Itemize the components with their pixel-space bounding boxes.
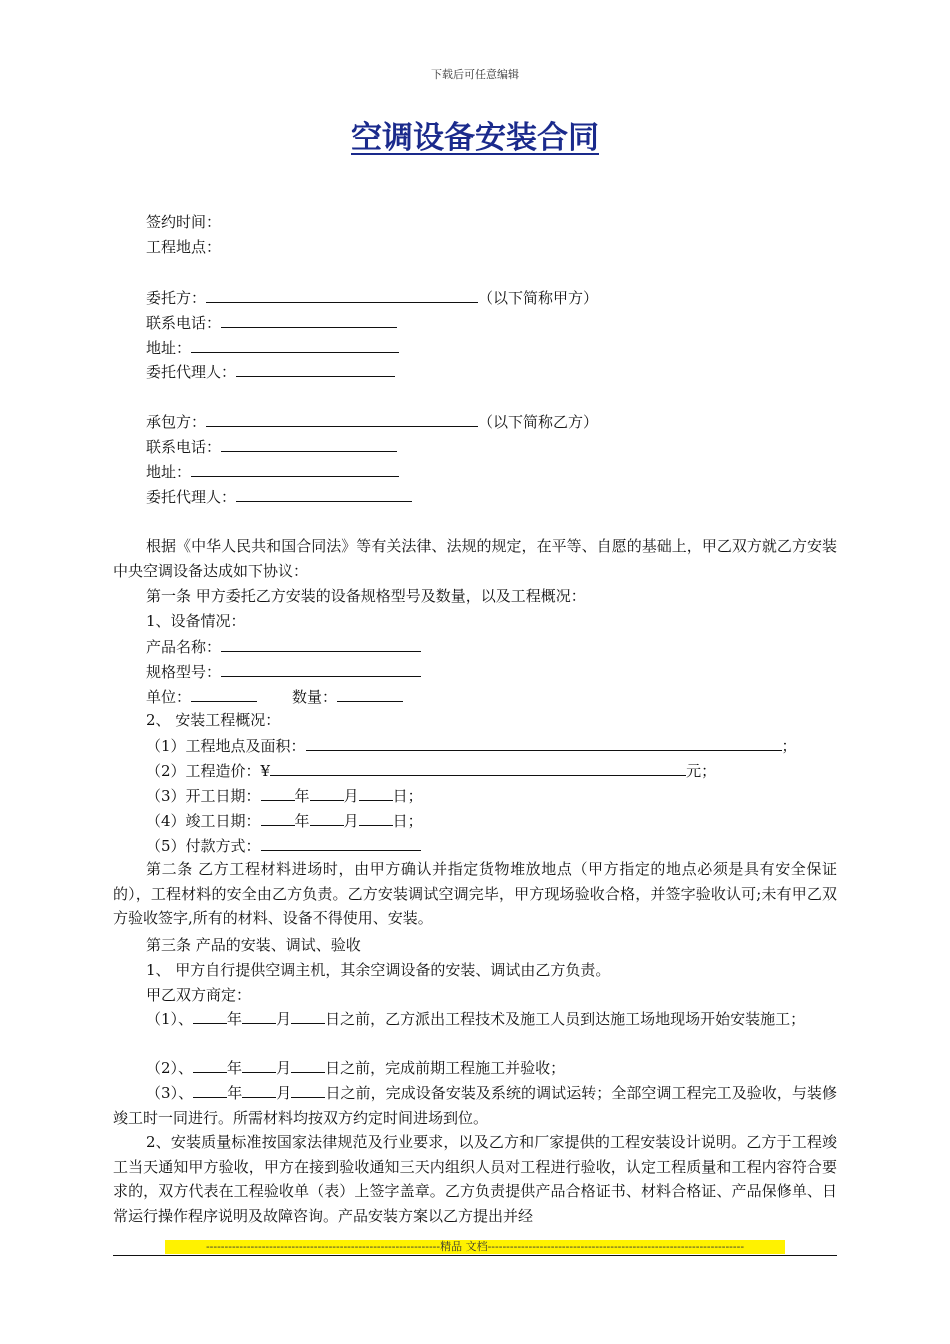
party-b-label: 承包方： [146, 413, 207, 431]
party-a-blank[interactable] [206, 287, 478, 303]
schedule-1-suffix: 日之前，乙方派出工程技术及施工人员到达施工场地现场开始安装施工； [325, 1010, 806, 1028]
start-year-label: 年 [294, 787, 310, 805]
s2-month-blank[interactable] [242, 1057, 276, 1073]
start-date-label: （3）开工日期： [146, 787, 261, 805]
footer-divider [113, 1255, 837, 1256]
footer-band: ---------------------------------------------------------------精品 文档--------------------------------------------------------------------- [165, 1240, 785, 1254]
article-3-item-2: 2、安装质量标准按国家法律规范及行业要求，以及乙方和厂家提供的工程安装设计说明。乙方于工程竣工当天通知甲方验收，甲方在接到验收通知三天内组织人员对工程进行验收，认定工程质量和工程内容符合要求的，双方代表在工程验收单（表）上签字盖章。乙方负责提供产品合格证书、材料合格证、产品保修单、日常运行操作程序说明及故障咨询。产品安装方案以乙方提出并经 [113, 1133, 837, 1225]
schedule-2-paragraph [113, 1056, 837, 1081]
start-day-label: 日； [392, 787, 423, 805]
document-title [0, 112, 950, 157]
s1-year-blank[interactable] [193, 1008, 227, 1024]
party-a-agent-blank[interactable] [236, 361, 395, 377]
site-area-row [146, 735, 797, 756]
start-day-blank[interactable] [359, 785, 393, 801]
party-b-address-row [146, 461, 399, 482]
end-year-label: 年 [294, 812, 310, 830]
party-b-phone-row [146, 436, 397, 457]
party-b-phone-blank[interactable] [221, 436, 397, 452]
cost-label: （2）工程造价：¥ [146, 762, 271, 780]
agreement-heading: 甲乙双方商定： [146, 986, 252, 1004]
party-a-phone-label: 联系电话： [146, 314, 222, 332]
party-b-blank[interactable] [206, 411, 478, 427]
cost-end: 元； [686, 762, 717, 780]
article-2-paragraph: 第二条 乙方工程材料进场时，由甲方确认并指定货物堆放地点（甲方指定的地点必须是具有安全保证的），工程材料的安全由乙方负责。乙方安装调试空调完毕，甲方现场验收合格，并签字验收认可;未有甲乙双方验收签字,所有的材料、设备不得使用、安装。 [113, 860, 837, 928]
site-area-blank[interactable] [306, 735, 782, 751]
quantity-blank[interactable] [337, 686, 403, 702]
schedule-3-prefix: （3）、 [146, 1084, 194, 1102]
article-3-heading: 第三条 产品的安装、调试、验收 [146, 936, 361, 954]
product-name-label: 产品名称： [146, 638, 222, 656]
end-date-label: （4）竣工日期： [146, 812, 261, 830]
spec-model-row [146, 661, 421, 682]
party-b-row [146, 411, 598, 432]
s3-month-blank[interactable] [242, 1082, 276, 1098]
start-month-blank[interactable] [310, 785, 344, 801]
schedule-2-prefix: （2）、 [146, 1059, 194, 1077]
product-name-row [146, 636, 421, 657]
unit-label: 单位： [146, 688, 192, 706]
intro-paragraph: 根据《中华人民共和国合同法》等有关法律、法规的规定，在平等、自愿的基础上，甲乙双方就乙方安装中央空调设备达成如下协议： [113, 537, 837, 580]
schedule-2-suffix: 日之前，完成前期工程施工并验收； [325, 1059, 566, 1077]
payment-blank[interactable] [261, 835, 421, 851]
party-b-agent-label: 委托代理人： [146, 488, 237, 506]
party-b-phone-label: 联系电话： [146, 438, 222, 456]
party-a-suffix: （以下简称甲方） [478, 289, 599, 307]
site-area-label: （1）工程地点及面积： [146, 737, 306, 755]
article-3-item-1: 1、 甲方自行提供空调主机，其余空调设备的安装、调试由乙方负责。 [146, 961, 611, 979]
end-day-blank[interactable] [359, 810, 393, 826]
equipment-heading: 1、设备情况： [146, 612, 246, 630]
party-b-agent-row [146, 486, 412, 507]
party-b-address-label: 地址： [146, 463, 192, 481]
party-b-agent-blank[interactable] [236, 486, 412, 502]
s2-month-label: 月 [276, 1059, 292, 1077]
end-year-blank[interactable] [261, 810, 295, 826]
schedule-3-suffix: 日之前，完成设备安装及系统的调试运转；全部空调工程完工及验收，与装修竣工时一同进行。所需材料均按双方约定时间进场到位。 [113, 1084, 837, 1127]
start-month-label: 月 [343, 787, 359, 805]
project-site-label: 工程地点： [146, 238, 222, 256]
schedule-3-paragraph [113, 1081, 837, 1130]
unit-quantity-row [146, 686, 403, 707]
spec-model-label: 规格型号： [146, 663, 222, 681]
party-a-agent-label: 委托代理人： [146, 363, 237, 381]
party-a-row [146, 287, 598, 308]
party-a-phone-blank[interactable] [221, 312, 397, 328]
s1-month-label: 月 [276, 1010, 292, 1028]
start-year-blank[interactable] [261, 785, 295, 801]
end-month-label: 月 [343, 812, 359, 830]
party-a-label: 委托方： [146, 289, 207, 307]
s1-day-blank[interactable] [291, 1008, 325, 1024]
s3-month-label: 月 [276, 1084, 292, 1102]
s3-year-blank[interactable] [193, 1082, 227, 1098]
end-day-label: 日； [392, 812, 423, 830]
s1-year-label: 年 [227, 1010, 243, 1028]
cost-row [146, 760, 716, 781]
sign-time-label: 签约时间： [146, 213, 222, 231]
s2-year-label: 年 [227, 1059, 243, 1077]
schedule-1-paragraph [113, 1007, 837, 1032]
cost-blank[interactable] [270, 760, 686, 776]
overview-heading: 2、 安装工程概况： [146, 711, 281, 729]
party-a-phone-row [146, 312, 397, 333]
s2-year-blank[interactable] [193, 1057, 227, 1073]
product-name-blank[interactable] [221, 636, 421, 652]
party-a-agent-row [146, 361, 395, 382]
party-a-address-blank[interactable] [191, 337, 399, 353]
s1-month-blank[interactable] [242, 1008, 276, 1024]
s3-year-label: 年 [227, 1084, 243, 1102]
party-a-address-row [146, 337, 399, 358]
site-area-end: ； [781, 737, 797, 755]
party-a-address-label: 地址： [146, 339, 192, 357]
end-month-blank[interactable] [310, 810, 344, 826]
unit-blank[interactable] [191, 686, 257, 702]
title-text: 空调设备安装合同 [351, 120, 599, 156]
s3-day-blank[interactable] [291, 1082, 325, 1098]
schedule-1-prefix: （1）、 [146, 1010, 194, 1028]
spec-model-blank[interactable] [221, 661, 421, 677]
article-1-heading: 第一条 甲方委托乙方安装的设备规格型号及数量，以及工程概况： [146, 587, 586, 605]
party-b-suffix: （以下简称乙方） [478, 413, 599, 431]
payment-row [146, 835, 421, 856]
party-b-address-blank[interactable] [191, 461, 399, 477]
payment-label: （5）付款方式： [146, 837, 261, 855]
s2-day-blank[interactable] [291, 1057, 325, 1073]
quantity-label: 数量： [292, 688, 338, 706]
header-note: 下载后可任意编辑 [431, 68, 519, 81]
end-date-row [146, 810, 423, 831]
start-date-row [146, 785, 423, 806]
